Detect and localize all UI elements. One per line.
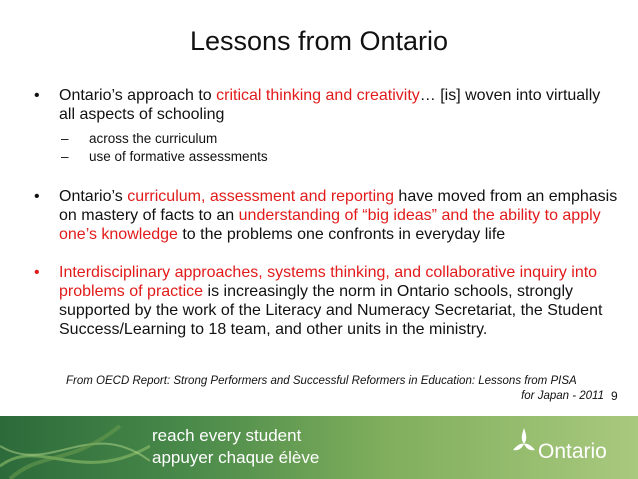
- dash-glyph: –: [61, 148, 69, 164]
- citation-line-1: From OECD Report: Strong Performers and Successful Reformers in Education: Lessons from PISA: [66, 375, 577, 387]
- bullet-2-segment: curriculum, assessment and reporting: [127, 188, 394, 205]
- bullet-2-segment: have moved from an emphasis on mastery of facts to an: [59, 188, 618, 224]
- trillium-logo-icon: [510, 426, 538, 458]
- bullet-1-segment: … [is] woven into virtually all aspects of schooling: [59, 87, 601, 123]
- dash-glyph: –: [61, 131, 69, 146]
- sub-bullet-1-text: across the curriculum: [89, 131, 218, 146]
- bullet-glyph: •: [34, 87, 40, 104]
- footer-slogan-fr: appuyer chaque élève: [152, 448, 320, 467]
- sub-bullet-2: [61, 148, 619, 166]
- bullet-1-segment: Ontario’s approach to: [59, 87, 217, 104]
- sub-bullet-list: [59, 130, 619, 165]
- swirl-decoration-icon: [0, 416, 150, 479]
- bullet-glyph: •: [34, 188, 40, 205]
- page-number: 9: [611, 389, 618, 403]
- ontario-wordmark: Ontario: [538, 440, 607, 463]
- bullet-3: [34, 263, 619, 339]
- bullet-1-segment: critical thinking and creativity: [216, 87, 420, 104]
- bullet-1-text: [59, 87, 600, 123]
- bullet-glyph: •: [34, 264, 40, 281]
- footer-slogan-en: reach every student: [152, 426, 302, 445]
- sub-bullet-2-text: use of formative assessments: [89, 148, 268, 164]
- bullet-1: [34, 86, 619, 165]
- bullet-2-text: [59, 188, 617, 243]
- footer-banner: [0, 416, 638, 479]
- bullet-2-segment: understanding of “big ideas” and the ability to apply one’s knowledge: [59, 207, 601, 243]
- bullet-3-text: [59, 264, 602, 338]
- bullet-3-segment: is increasingly the norm in Ontario schools, strongly supported by the work of the Literacy and Numeracy Secretariat, the Student Success/Learning to 18 team, and other units in the ministry.: [59, 283, 603, 338]
- sub-bullet-1: [61, 130, 619, 148]
- citation-line-2: for Japan - 2011: [521, 390, 604, 402]
- bullet-2-segment: to the problems one confronts in everyday life: [177, 226, 506, 243]
- bullet-2-segment: Ontario’s: [59, 188, 128, 205]
- citation: [66, 374, 604, 404]
- bullet-2: [34, 187, 619, 244]
- slide-title: Lessons from Ontario: [189, 26, 449, 56]
- bullet-list: [34, 86, 619, 339]
- bullet-3-segment: Interdisciplinary approaches, systems thinking, and collaborative inquiry into problems of practice: [59, 264, 598, 300]
